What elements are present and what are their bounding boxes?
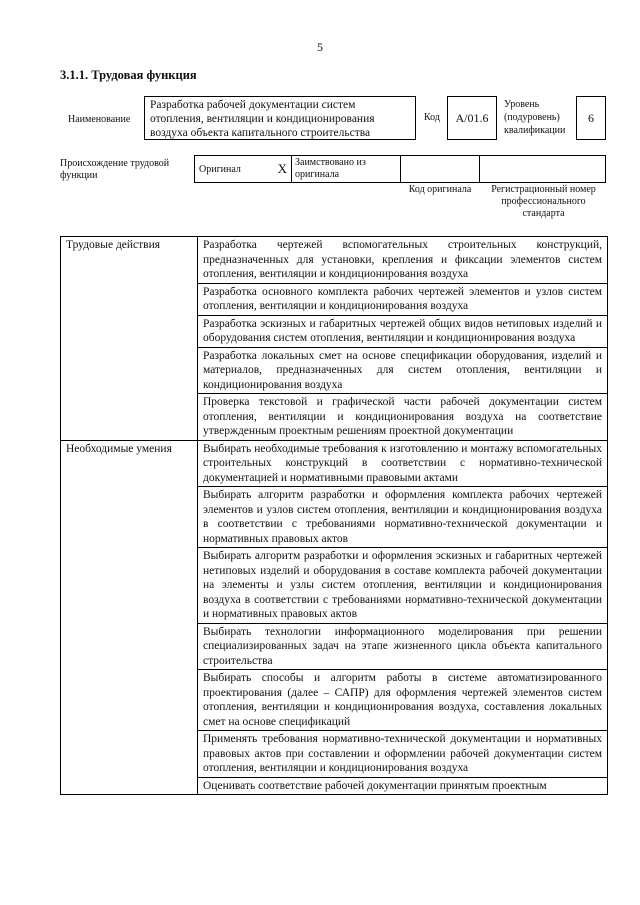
code-value: A/01.6: [447, 96, 497, 140]
caption-reg: Регистрационный номер профессионального стандарта: [491, 184, 596, 219]
section-title: 3.1.1. Трудовая функция: [60, 68, 197, 82]
labor-action-item: Разработка локальных смет на основе спецификации оборудования, изделий и материалов, предназначенных для систем отопления, вентиляции и кондиционирования воздуха: [198, 347, 608, 394]
labor-action-item: Разработка чертежей вспомогательных строительных конструкций, предназначенных для установки, крепления и фиксации элементов систем отопления, вентиляции и кондиционирования воздуха: [198, 237, 608, 284]
origin-borrowed-cell: Заимствовано из оригинала: [291, 155, 401, 183]
skill-item: Выбирать необходимые требования к изготовлению и монтажу вспомогательных строительных конструкций в соответствии с нормативно-технической документацией и нормативными правовыми актами: [198, 440, 608, 487]
origin-original-label: Оригинал: [199, 163, 241, 175]
name-value: Разработка рабочей документации систем отопления, вентиляции и кондиционирования воздуха объекта капитального строительства: [144, 96, 416, 140]
code-label: Код: [424, 112, 440, 123]
labor-action-item: Разработка основного комплекта рабочих чертежей элементов и узлов систем отопления, вентиляции и кондиционирования воздуха: [198, 283, 608, 315]
labor-action-item: Проверка текстовой и графической части рабочей документации систем отопления, вентиляции и кондиционирования воздуха на соответствие утвержденным проектным решениям проектной документации: [198, 394, 608, 441]
labor-actions-header: Трудовые действия: [61, 237, 198, 441]
labor-action-item: Разработка эскизных и габаритных чертежей общих видов нетиповых изделий и оборудования систем отопления, вентиляции и кондиционирования воздуха: [198, 315, 608, 347]
level-value: 6: [576, 96, 606, 140]
caption-code: Код оригинала: [408, 184, 472, 195]
skill-item: Выбирать технологии информационного моделирования при решении специализированных задач на этапе жизненного цикла объекта капитального строительства: [198, 623, 608, 670]
skills-header: Необходимые умения: [61, 440, 198, 795]
origin-reg-cell: [479, 155, 606, 183]
origin-label: Происхождение трудовой функции: [60, 158, 170, 181]
skill-item: Выбирать способы и алгоритм работы в системе автоматизированного проектирования (далее – САПР) для оформления чертежей элементов систем отопления, вентиляции и кондиционирования воздуха, составления локальных смет на основе спецификаций: [198, 670, 608, 731]
skill-item: Применять требования нормативно-технической документации и нормативных правовых актов при составлении и оформлении рабочей документации систем отопления, вентиляции и кондиционирования воздуха: [198, 731, 608, 778]
page-number: 5: [317, 40, 323, 54]
origin-mark: X: [277, 161, 287, 176]
origin-grid: [194, 155, 606, 183]
function-table: [60, 236, 608, 795]
skill-item: Оценивать соответствие рабочей документации принятым проектным: [198, 777, 608, 795]
origin-original-cell: [194, 155, 292, 183]
name-label: Наименование: [68, 114, 131, 125]
origin-code-cell: [400, 155, 480, 183]
level-label: Уровень (подуровень) квалификации: [504, 99, 566, 136]
skill-item: Выбирать алгоритм разработки и оформления комплекта рабочих чертежей элементов и узлов систем отопления, вентиляции и кондиционирования воздуха в соответствии с требованиями нормативно-технической документации и нормативных правовых актов: [198, 487, 608, 548]
skill-item: Выбирать алгоритм разработки и оформления эскизных и габаритных чертежей нетиповых изделий и оборудования в составе комплекта рабочей документации на элементы и узлы систем отопления, вентиляции и кондиционирования воздуха в соответствии с требованиями нормативно-технической документации и нормативных правовых актов: [198, 548, 608, 624]
